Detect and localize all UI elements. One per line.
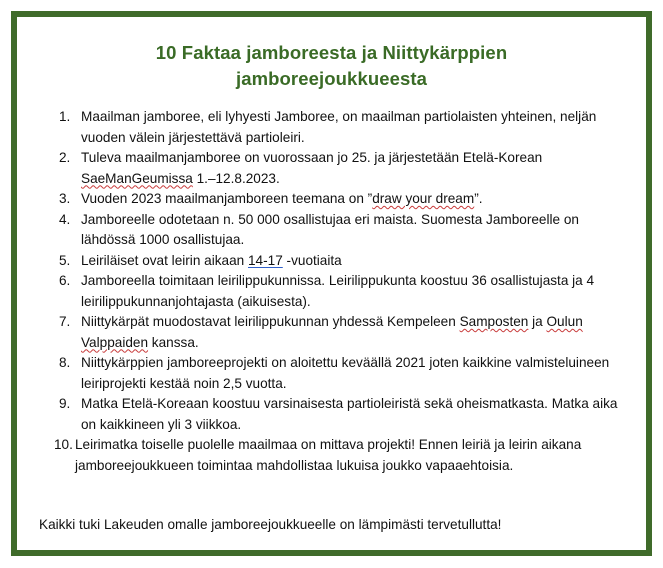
spellcheck-word[interactable]: SaeManGeumissa <box>81 170 193 186</box>
list-text-pre: Leiriläiset ovat leirin aikaan <box>81 252 248 268</box>
title-line-2: jamboreejoukkueesta <box>235 68 428 89</box>
underlined-range[interactable]: 14-17 <box>248 252 283 268</box>
list-number: 9. <box>59 396 71 411</box>
list-number: 7. <box>59 314 71 329</box>
spellcheck-word[interactable]: draw your dream <box>372 191 475 206</box>
list-item <box>17 251 646 272</box>
page-title <box>17 40 646 92</box>
list-text-post: kanssa. <box>148 334 199 350</box>
list-text-post: ”. <box>474 191 483 206</box>
facts-list <box>17 107 646 476</box>
list-number: 2. <box>59 150 71 165</box>
list-item <box>17 210 646 251</box>
list-item <box>17 107 646 148</box>
document-frame <box>11 11 652 556</box>
list-text-pre: Niittykärpät muodostavat leirilippukunnan yhdessä Kempeleen <box>81 314 460 329</box>
list-text-pre: Tuleva maailmanjamboree on vuorossaan jo 25. ja järjestetään Etelä-Korean <box>81 150 543 165</box>
list-number: 1. <box>59 109 71 124</box>
list-text: Matka Etelä-Koreaan koostuu varsinaisesta partioleiristä sekä oheismatkasta. Matka aika on kaikkineen yli 3 viikkoa. <box>81 396 618 432</box>
footer-text: Kaikki tuki Lakeuden omalle jamboreejoukkueelle on lämpimästi tervetullutta! <box>39 517 502 532</box>
list-item <box>17 353 646 394</box>
list-text: Leirimatka toiselle puolelle maailmaa on mittava projekti! Ennen leiriä ja leirin aikana jamboreejoukkueen toimintaa mahdollistaa lukuisa joukko vapaaehtoisia. <box>75 437 582 473</box>
list-number: 5. <box>59 252 71 268</box>
list-number: 4. <box>59 211 71 227</box>
list-number: 6. <box>59 273 71 288</box>
list-text-pre: Vuoden 2023 maailmanjamboreen teemana on ” <box>81 191 373 206</box>
list-number: 8. <box>59 355 71 370</box>
list-item <box>17 189 646 210</box>
list-text: Maailman jamboree, eli lyhyesti Jamboree, on maailman partiolaisten yhteinen, neljän vuoden välein järjestettävä partioleiri. <box>81 109 597 145</box>
list-item <box>17 148 646 189</box>
spellcheck-word[interactable]: Oulun Valppaiden <box>81 314 583 350</box>
list-item <box>17 271 646 312</box>
list-item <box>17 312 646 353</box>
list-text-post: -vuotiaita <box>282 252 342 268</box>
list-number: 3. <box>59 191 71 206</box>
list-text: Jamboreella toimitaan leirilippukunnissa. Leirilippukunta koostuu 36 osallistujasta ja 4 leirilippukunnanjohtajasta (aikuisesta). <box>81 273 595 309</box>
title-line-1: 10 Faktaa jamboreesta ja Niittykärppien <box>155 42 508 63</box>
list-item <box>17 435 646 476</box>
list-text-post: 1.–12.8.2023. <box>192 170 280 186</box>
list-text-mid: ja <box>528 314 547 329</box>
list-text: Niittykärppien jamboreeprojekti on aloitettu keväällä 2021 joten kaikkine valmisteluineen leiriprojekti kestää noin 2,5 vuotta. <box>81 355 610 391</box>
spellcheck-word[interactable]: Samposten <box>459 314 529 329</box>
list-number: 10. <box>54 437 73 452</box>
list-item <box>17 394 646 435</box>
list-text: Jamboreelle odotetaan n. 50 000 osallistujaa eri maista. Suomesta Jamboreelle on lähdössä 1000 osallistujaa. <box>81 211 579 247</box>
